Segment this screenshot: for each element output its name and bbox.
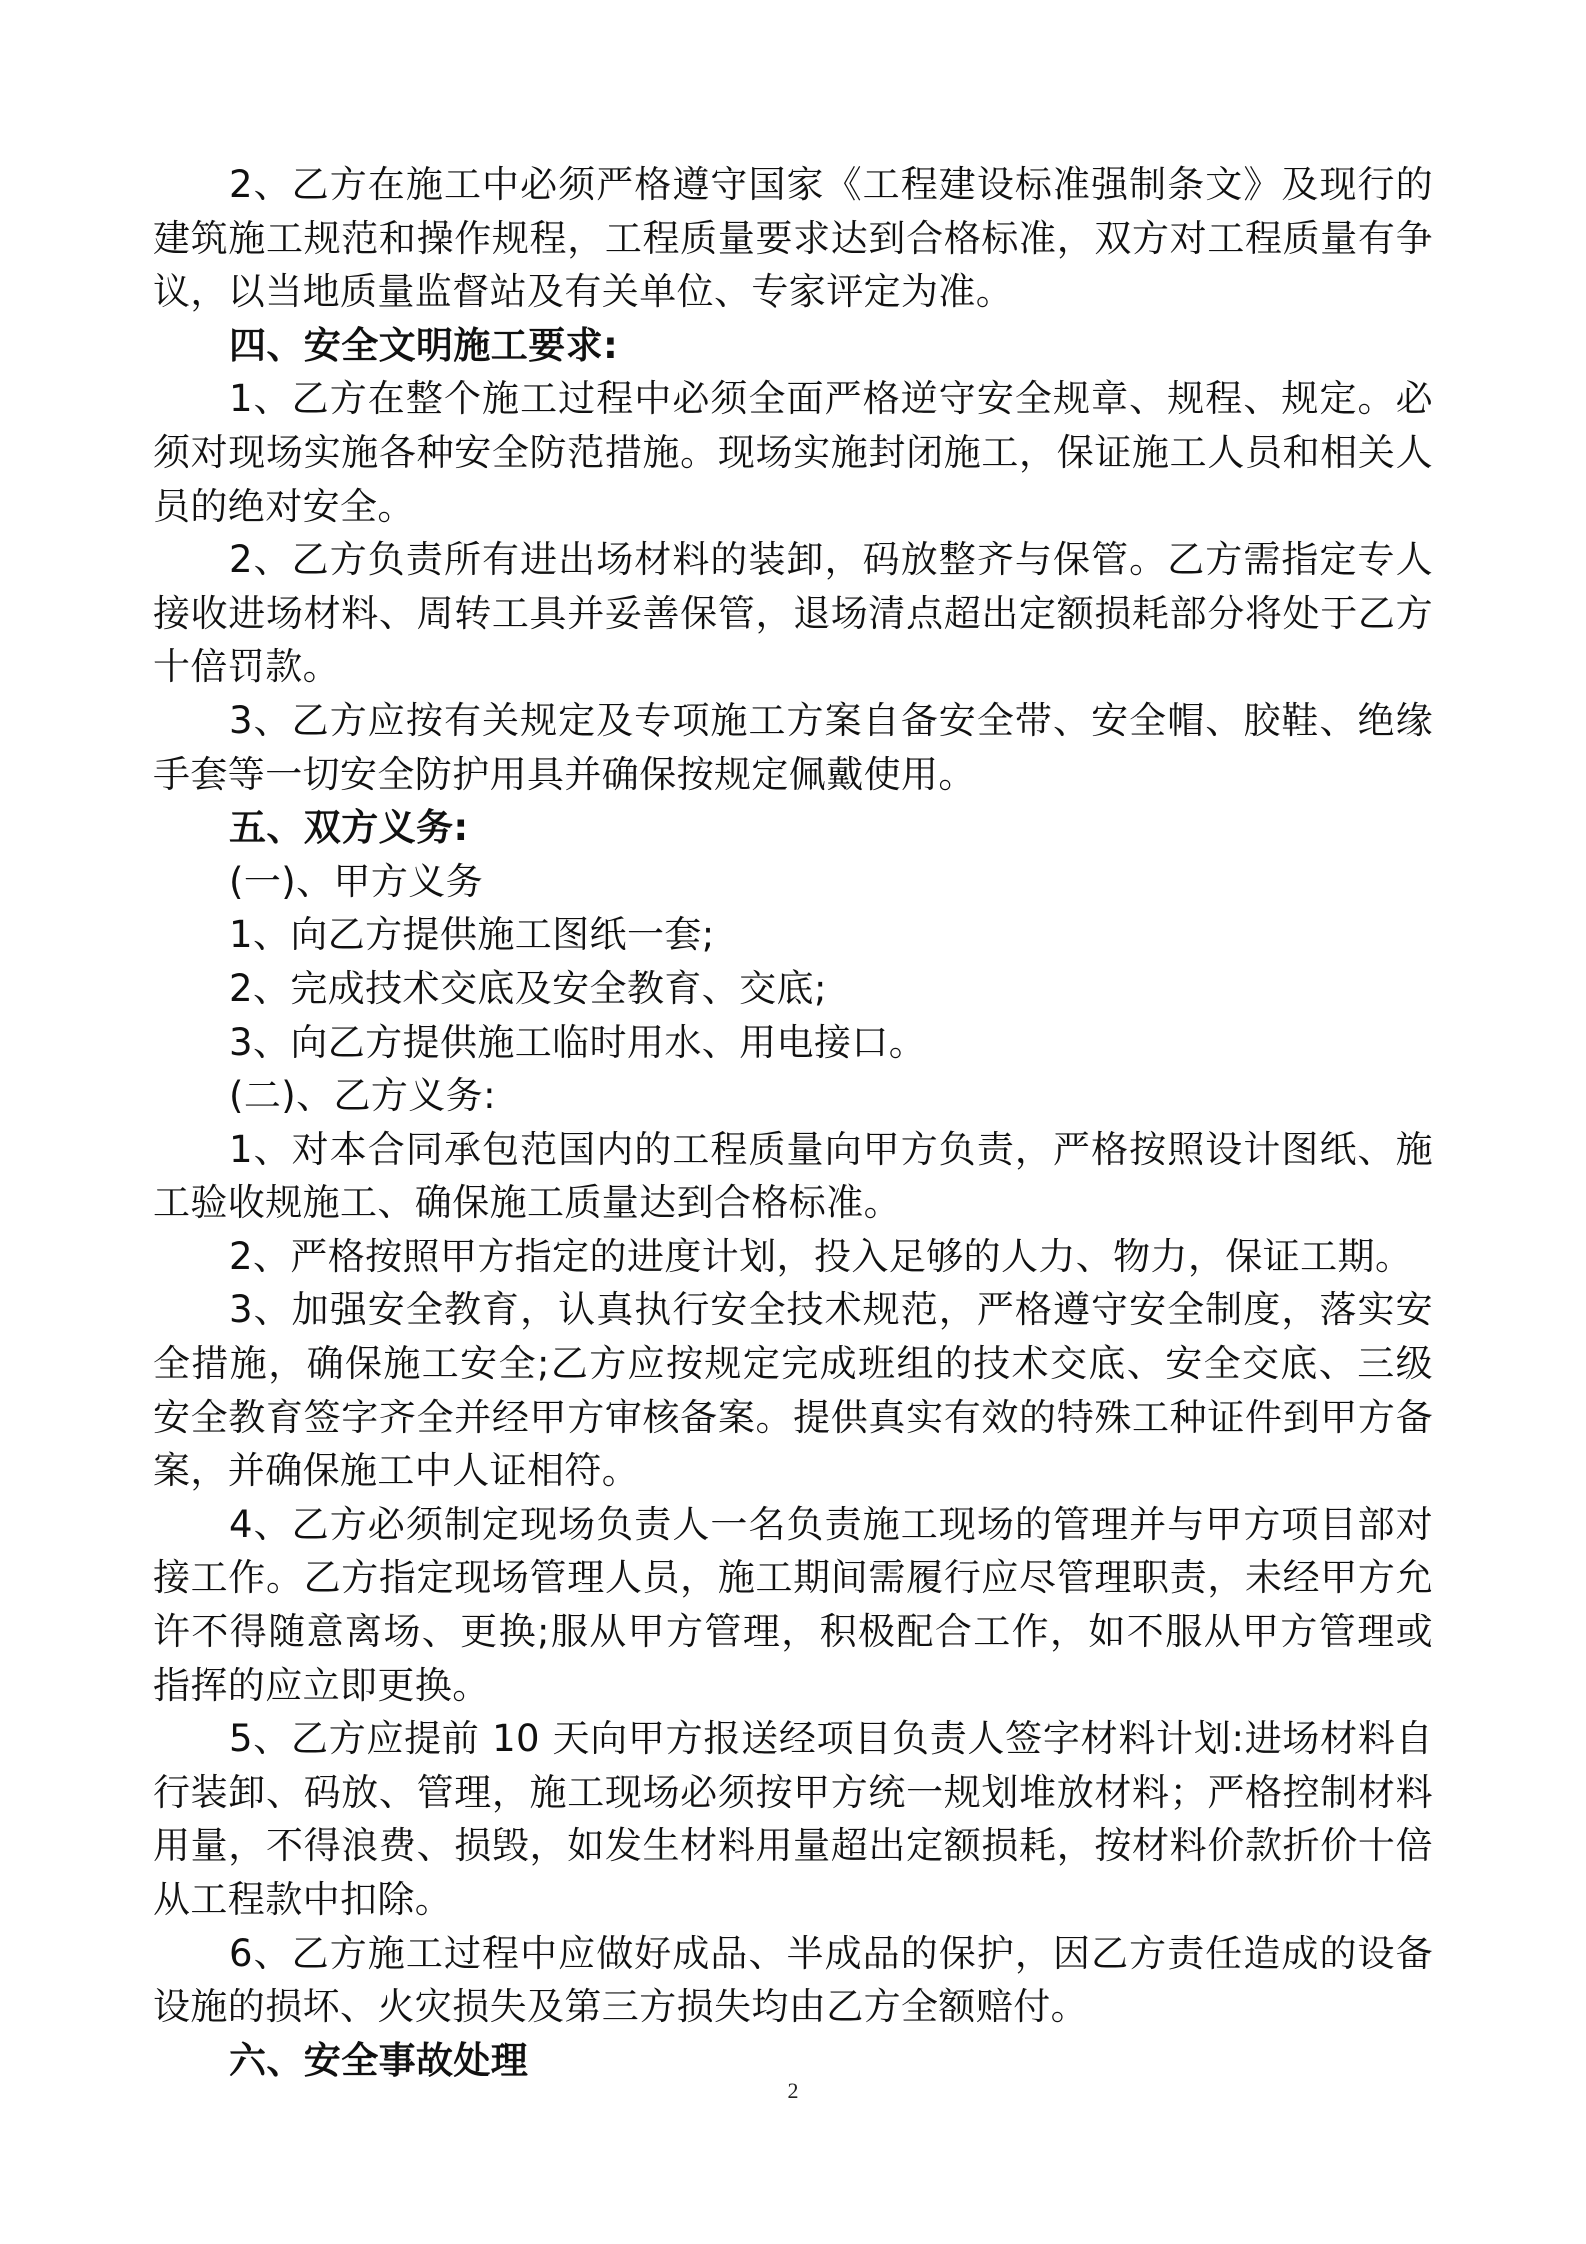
clause-quality-standard: 2、乙方在施工中必须严格遵守国家《工程建设标准强制条文》及现行的建筑施工规范和操作规程，工程质量要求达到合格标准，双方对工程质量有争议，以当地质量监督站及有关单位、专家评定为准。	[153, 163, 1433, 314]
clause-protective-equipment: 3、乙方应按有关规定及专项施工方案自备安全带、安全帽、胶鞋、绝缘手套等一切安全防护用具并确保按规定佩戴使用。	[153, 698, 1433, 796]
clause-material-handling: 2、乙方负责所有进出场材料的装卸，码放整齐与保管。乙方需指定专人接收进场材料、周转工具并妥善保管，退场清点超出定额损耗部分将处于乙方十倍罚款。	[153, 538, 1433, 689]
party-a-item-3: 3、向乙方提供施工临时用水、用电接口。	[229, 1020, 927, 1064]
section-heading-accident-handling: 六、安全事故处理	[229, 2038, 529, 2082]
party-b-item-2: 2、严格按照甲方指定的进度计划，投入足够的人力、物力，保证工期。	[229, 1234, 1413, 1278]
section-heading-safety-requirements: 四、安全文明施工要求:	[229, 323, 619, 367]
party-b-item-4: 4、乙方必须制定现场负责人一名负责施工现场的管理并与甲方项目部对接工作。乙方指定现场管理人员，施工期间需履行应尽管理职责，未经甲方允许不得随意离场、更换;服从甲方管理，积极配合工作，如不服从甲方管理或指挥的应立即更换。	[153, 1502, 1433, 1707]
section-heading-obligations: 五、双方义务:	[229, 806, 469, 850]
clause-safety-rules: 1、乙方在整个施工过程中必须全面严格逆守安全规章、规程、规定。必须对现场实施各种安全防范措施。现场实施封闭施工，保证施工人员和相关人员的绝对安全。	[153, 377, 1433, 528]
subheading-party-a-obligations: (一)、甲方义务	[229, 859, 484, 903]
document-body	[153, 158, 1433, 2087]
party-b-item-1: 1、对本合同承包范国内的工程质量向甲方负责，严格按照设计图纸、施工验收规施工、确保施工质量达到合格标准。	[153, 1127, 1433, 1225]
subheading-party-b-obligations: (二)、乙方义务:	[229, 1074, 496, 1118]
party-b-item-3: 3、加强安全教育，认真执行安全技术规范，严格遵守安全制度，落实安全措施，确保施工安全;乙方应按规定完成班组的技术交底、安全交底、三级安全教育签字齐全并经甲方审核备案。提供真实有效的特殊工种证件到甲方备案，并确保施工中人证相符。	[153, 1288, 1433, 1493]
party-a-item-2: 2、完成技术交底及安全教育、交底;	[229, 966, 827, 1010]
party-b-item-6: 6、乙方施工过程中应做好成品、半成品的保护，因乙方责任造成的设备设施的损坏、火灾损失及第三方损失均由乙方全额赔付。	[153, 1931, 1433, 2029]
page-number: 2	[787, 2078, 799, 2103]
party-b-item-5: 5、乙方应提前 10 天向甲方报送经项目负责人签字材料计划:进场材料自行装卸、码放、管理，施工现场必须按甲方统一规划堆放材料；严格控制材料用量，不得浪费、损毁，如发生材料用量超出定额损耗，按材料价款折价十倍从工程款中扣除。	[153, 1717, 1433, 1921]
party-a-item-1: 1、向乙方提供施工图纸一套;	[229, 913, 715, 957]
